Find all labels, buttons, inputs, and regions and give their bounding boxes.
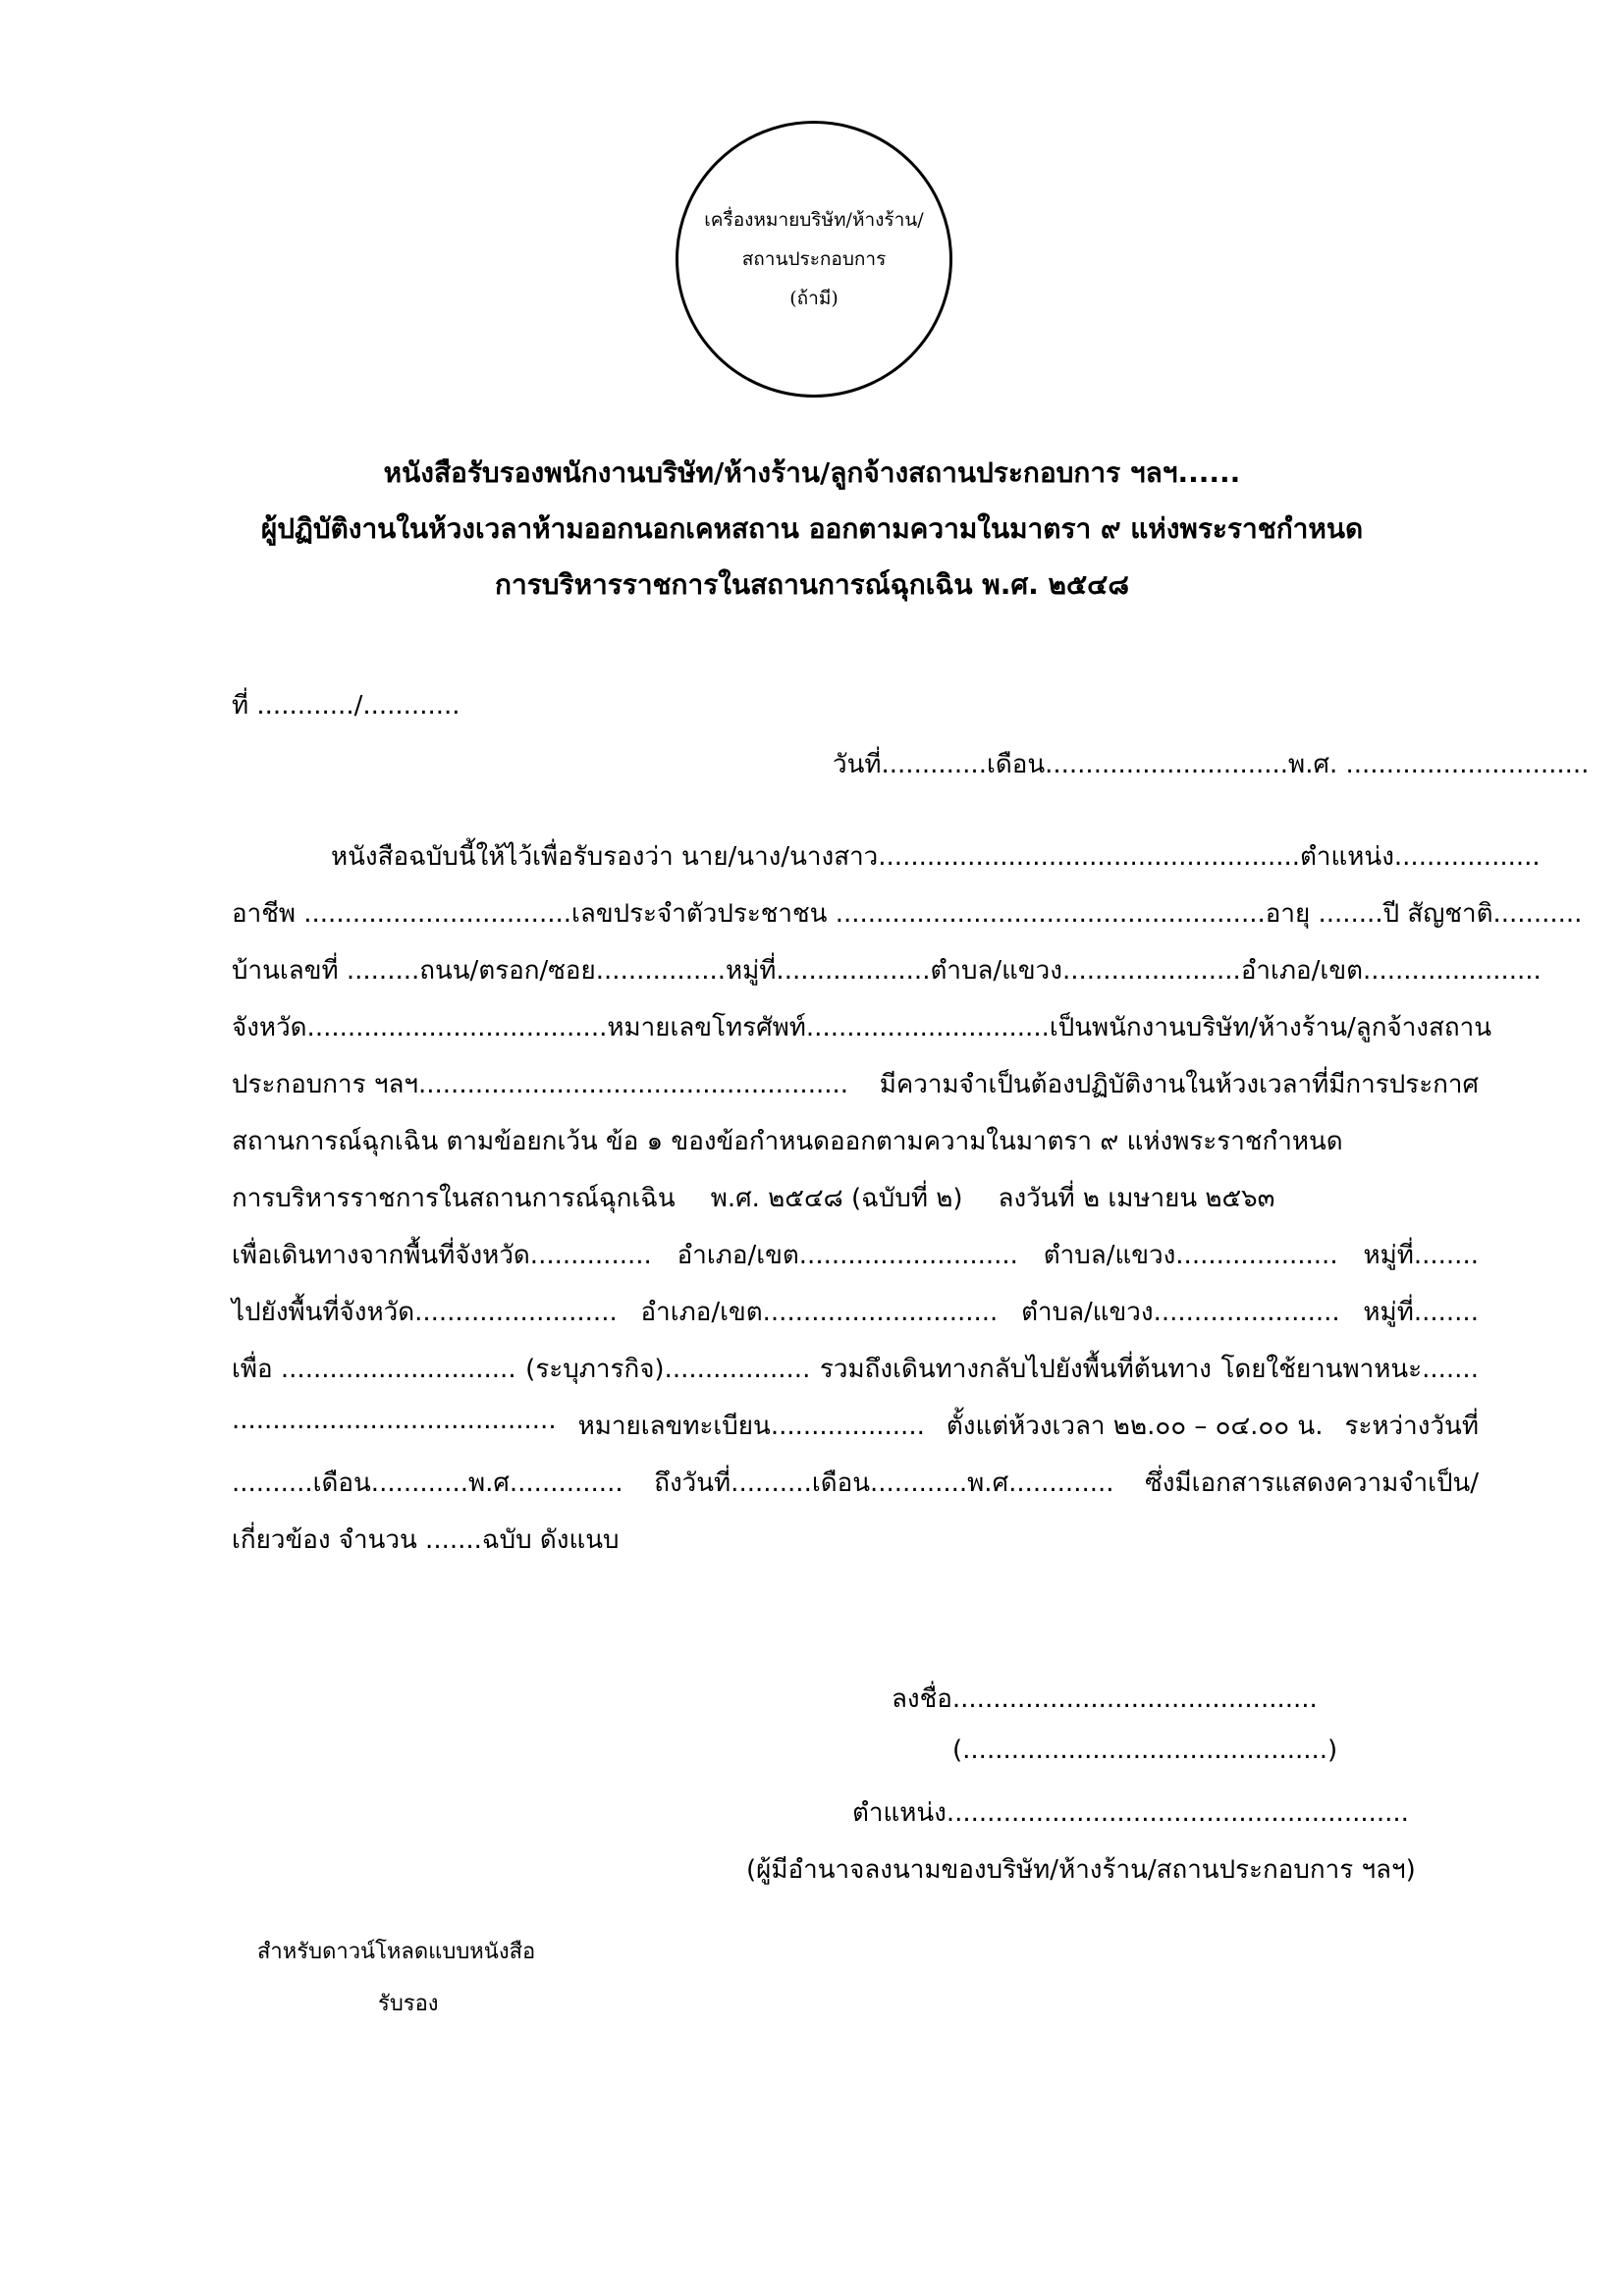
seal-line-2: สถานประกอบการ — [741, 248, 887, 270]
body-line-4: จังหวัด..................................... หมายเลขโทรศัพท์.............................. เป็นพนักงานบริษัท/ห้างร้าน/ลูกจ้างสถาน — [232, 1013, 1491, 1042]
date-line: วันที่.............เดือน..............................พ.ศ. .............................. — [833, 750, 1590, 779]
body-line-3: บ้านเลขที่ ......... ถนน/ตรอก/ซอย................ หมู่ที่................... ตำบล/แขวง...................... อำเภอ/เขต...................... — [232, 956, 1542, 986]
body-line-12: ..........เดือน............พ.ศ.............. ถึงวันที่..........เดือน............พ.ศ............. ซึ่งมีเอกสารแสดงความจำเป็น/ — [232, 1468, 1479, 1498]
body-line-9: ไปยังพื้นที่จังหวัด......................... อำเภอ/เขต............................. ตำบล/แขวง....................... หมู่ที่........ — [232, 1298, 1479, 1327]
reference-number: ที่ ............/............ — [232, 691, 460, 721]
seal-line-3: (ถ้ามี) — [789, 288, 839, 309]
seal-line-1: เครื่องหมายบริษัท/ห้างร้าน/ — [704, 209, 924, 231]
body-line-5: ประกอบการ ฯลฯ..................................................... มีความจำเป็นต้องปฏิบัติงานในห้วงเวลาที่มีการประกาศ — [232, 1070, 1479, 1099]
signature-line: ลงชื่อ............................................. — [892, 1684, 1318, 1714]
body-line-1: หนังสือฉบับนี้ให้ไว้เพื่อรับรองว่า นาย/นาง/นางสาว.................................................... ตำแหน่ง.................. — [331, 842, 1541, 872]
body-line-10: เพื่อ ............................. (ระบุภารกิจ).................. รวมถึงเดินทางกลับไปยังพื้นที่ต้นทาง โดยใช้ยานพาหนะ....... — [232, 1355, 1479, 1384]
authority-note: (ผู้มีอำนาจลงนามของบริษัท/ห้างร้าน/สถานประกอบการ ฯลฯ) — [746, 1855, 1416, 1885]
document-title-line-1: หนังสือรับรองพนักงานบริษัท/ห้างร้าน/ลูกจ้างสถานประกอบการ ฯลฯ...... — [383, 456, 1241, 489]
body-line-2: อาชีพ ................................. เลขประจำตัวประชาชน ..................................................... อายุ ........ ปี สัญชาติ........... — [232, 899, 1583, 929]
signer-position-line: ตำแหน่ง......................................................... — [852, 1798, 1409, 1828]
body-line-6: สถานการณ์ฉุกเฉิน ตามข้อยกเว้น ข้อ ๑ ของข้อกำหนดออกตามความในมาตรา ๙ แห่งพระราชกำหนด — [232, 1127, 1343, 1156]
document-title-line-3: การบริหารราชการในสถานการณ์ฉุกเฉิน พ.ศ. ๒๕๔๘ — [495, 568, 1129, 601]
download-note-line-1: สำหรับดาวน์โหลดแบบหนังสือ — [257, 1940, 536, 1964]
document-title-line-2: ผู้ปฏิบัติงานในห้วงเวลาห้ามออกนอกเคหสถาน ออกตามความในมาตรา ๙ แห่งพระราชกำหนด — [260, 512, 1364, 545]
body-line-7: การบริหารราชการในสถานการณ์ฉุกเฉิน พ.ศ. ๒๕๔๘ (ฉบับที่ ๒) ลงวันที่ ๒ เมษายน ๒๕๖๓ — [232, 1184, 1275, 1213]
signer-name-line: (.............................................) — [952, 1735, 1338, 1765]
body-line-8: เพื่อเดินทางจากพื้นที่จังหวัด............... อำเภอ/เขต........................... ตำบล/แขวง.................... หมู่ที่........ — [232, 1241, 1479, 1270]
body-line-11: ........................................ หมายเลขทะเบียน................... ตั้งแต่ห้วงเวลา ๒๒.๐๐ – ๐๔.๐๐ น. ระหว่างวันที่ — [232, 1406, 1479, 1441]
company-seal-placeholder — [676, 121, 952, 398]
body-line-13: เกี่ยวข้อง จำนวน .......ฉบับ ดังแนบ — [232, 1525, 620, 1555]
download-note-line-2: รับรอง — [378, 1992, 439, 2016]
